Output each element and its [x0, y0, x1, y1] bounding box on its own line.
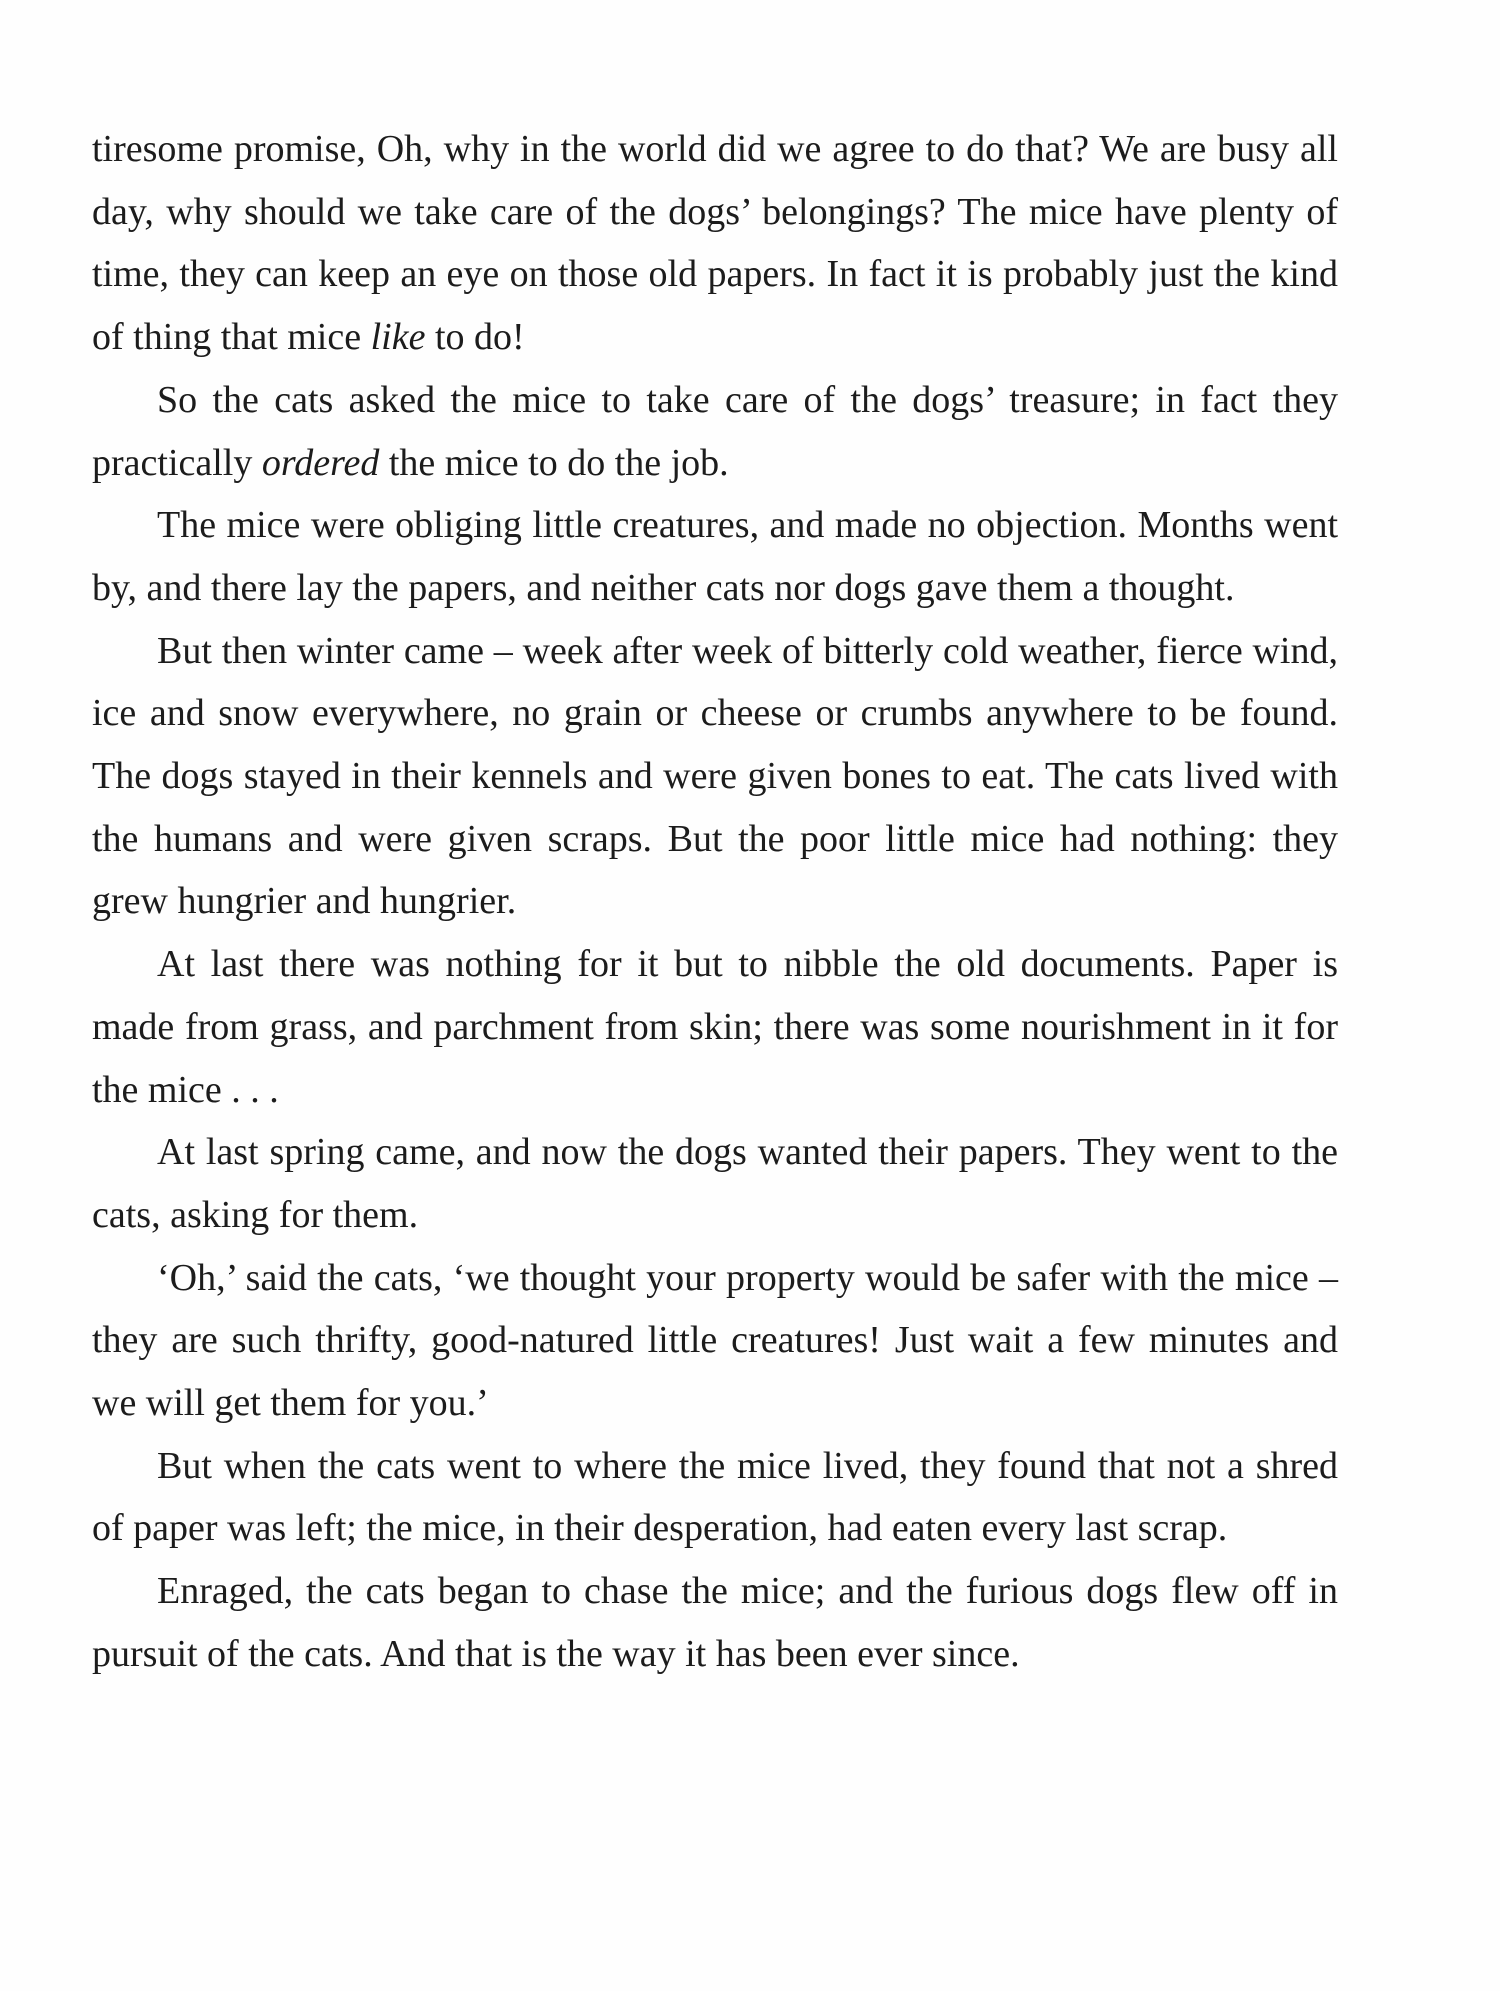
paragraph-6: [92, 1121, 1338, 1246]
paragraph-7: [92, 1247, 1338, 1435]
paragraph-9-text: Enraged, the cats began to chase the mice; and the furious dogs flew off in pursuit of the cats. And that is the way it has been ever since.: [92, 1570, 1338, 1675]
paragraph-7-text: ‘Oh,’ said the cats, ‘we thought your property would be safer with the mice – they are such thrifty, good-natured little creatures! Just wait a few minutes and we will get them for you.’: [92, 1256, 1338, 1425]
story-text: [92, 118, 1338, 1686]
paragraph-4-text: But then winter came – week after week of bitterly cold weather, fierce wind, ice and snow everywhere, no grain or cheese or crumbs anywhere to be found. The dogs stayed in their kennels and were given bones to eat. The cats lived with the humans and were given scraps. But the poor little mice had nothing: they grew hungrier and hungrier.: [92, 629, 1338, 923]
paragraph-3: [92, 494, 1338, 619]
paragraph-1-text: tiresome promise, Oh, why in the world did we agree to do that? We are busy all day, why should we take care of the dogs’ belongings? The mice have plenty of time, they can keep an eye on those old papers. In fact it is probably just the kind of thing that mice: [92, 128, 1338, 359]
paragraph-2: [92, 369, 1338, 494]
paragraph-1-emphasis-like: like: [370, 316, 426, 359]
paragraph-1-text-end: to do!: [425, 316, 525, 359]
paragraph-5-text: At last there was nothing for it but to nibble the old documents. Paper is made from grass, and parchment from skin; there was some nourishment in it for the mice . . .: [92, 943, 1338, 1111]
paragraph-8: [92, 1435, 1338, 1560]
paragraph-4: [92, 620, 1338, 934]
paragraph-5: [92, 933, 1338, 1121]
paragraph-8-text: But when the cats went to where the mice lived, they found that not a shred of paper was left; the mice, in their desperation, had eaten every last scrap.: [92, 1444, 1338, 1550]
paragraph-9: [92, 1560, 1338, 1685]
paragraph-3-text: The mice were obliging little creatures, and made no objection. Months went by, and there lay the papers, and neither cats nor dogs gave them a thought.: [92, 504, 1338, 609]
paragraph-2-emphasis-ordered: ordered: [261, 441, 380, 484]
paragraph-2-text: So the cats asked the mice to take care of the dogs’ treasure; in fact they practically: [92, 378, 1338, 484]
paragraph-6-text: At last spring came, and now the dogs wanted their papers. They went to the cats, asking for them.: [92, 1131, 1338, 1236]
paragraph-1: [92, 118, 1338, 369]
paragraph-2-text-end: the mice to do the job.: [379, 441, 729, 484]
